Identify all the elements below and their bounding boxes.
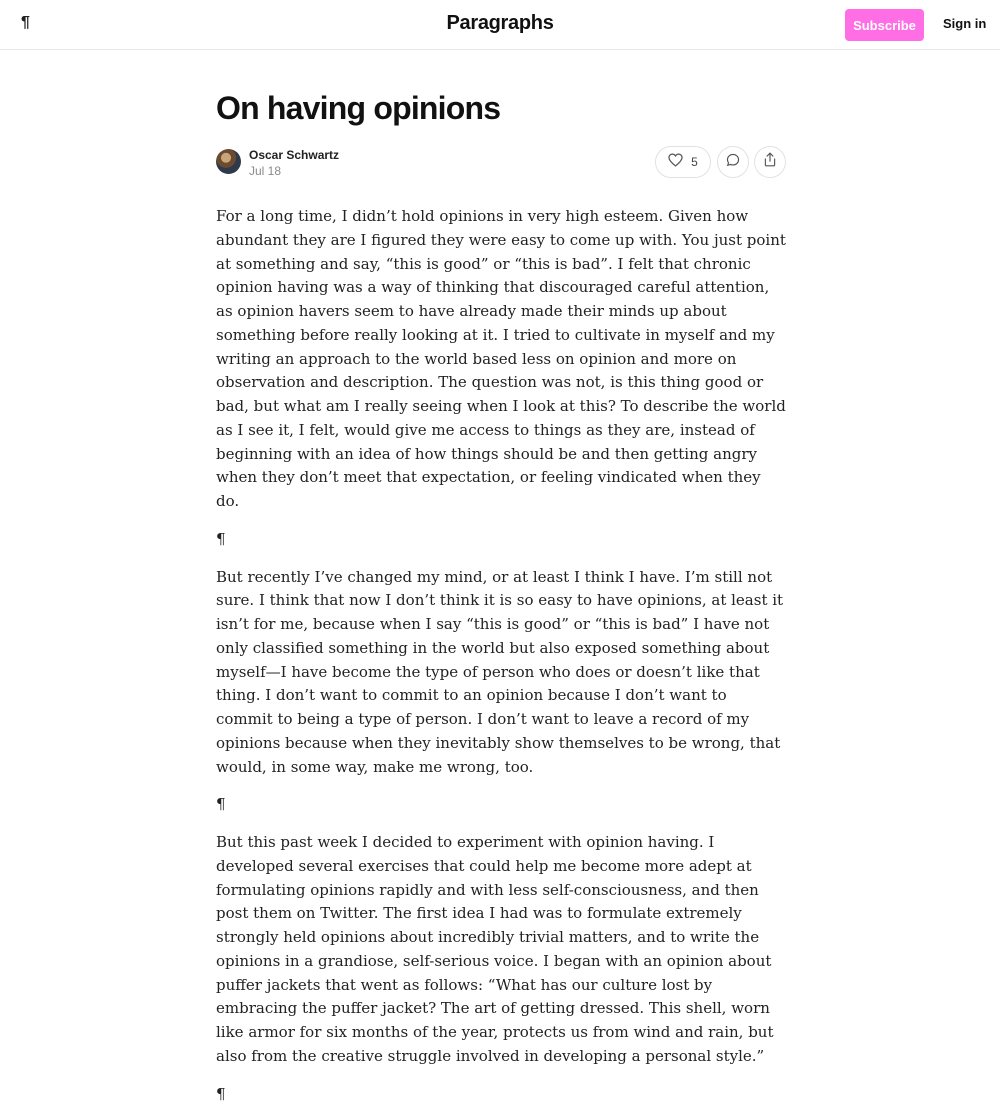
comment-icon — [726, 153, 740, 172]
share-button[interactable] — [754, 146, 786, 178]
body-paragraph: But recently I’ve changed my mind, or at least I think I have. I’m still not sure. I think that now I don’t think it is so easy to have opinions, at least it isn’t for me, because when I say “this is good” or “this is bad” I have not only classified something in the world but also exposed something about myself—I have become the type of person who does or doesn’t like that thing. I don’t want to commit to an opinion because I don’t want to commit to being a type of person. I don’t want to leave a record of my opinions because when they inevitably show themselves to be wrong, that would, in some way, make me wrong, too. — [216, 567, 784, 776]
paragraph-mark: ¶ — [216, 529, 226, 548]
site-title[interactable]: Paragraphs — [446, 12, 554, 34]
author-name[interactable]: Oscar Schwartz — [249, 148, 340, 162]
post-date: Jul 18 — [249, 164, 282, 178]
subscribe-button[interactable]: Subscribe — [845, 9, 924, 41]
post-title: On having opinions — [216, 90, 501, 126]
body-paragraph: For a long time, I didn’t hold opinions in very high esteem. Given how abundant they are I figured they were easy to come up with. You just point at something and say, “this is good” or “this is bad”. I felt that chronic opinion having was a way of thinking that discouraged careful attention, as opinion havers seem to have already made their minds up about something before really looking at it. I tried to cultivate in myself and my writing an approach to the world based less on opinion and more on observation and description. The question was not, is this thing good or bad, but what am I really seeing when I look at this? To describe the world as I see it, I felt, would give me access to things as they are, instead of beginning with an idea of how things should be and then getting angry when they don’t meet that expectation, or feeling vindicated when they do. — [216, 207, 786, 510]
post-body — [216, 205, 786, 1106]
body-paragraph: But this past week I decided to experiment with opinion having. I developed several exercises that could help me become more adept at formulating opinions rapidly and with less self-consciousness, and then post them on Twitter. The first idea I had was to formulate extremely strongly held opinions about incredibly trivial matters, and to write the opinions in a grandiose, self-serious voice. I began with an opinion about puffer jackets that went as follows: “What has our culture lost by embracing the puffer jacket? The art of getting dressed. This shell, worn like armor for six months of the year, protects us from wind and rain, but also from the creative struggle involved in developing a personal style.” — [216, 833, 774, 1065]
sign-in-link[interactable]: Sign in — [943, 16, 987, 31]
article — [216, 88, 786, 1120]
logo-pilcrow[interactable]: ¶ — [21, 14, 30, 31]
share-icon — [763, 152, 777, 172]
byline — [216, 148, 786, 182]
author-avatar[interactable] — [216, 149, 241, 174]
like-count: 5 — [691, 155, 698, 169]
paragraph-mark: ¶ — [216, 1084, 226, 1103]
top-navigation-bar — [0, 0, 1000, 50]
paragraph-mark: ¶ — [216, 795, 226, 814]
like-button[interactable] — [655, 146, 711, 178]
comment-button[interactable] — [717, 146, 749, 178]
heart-icon — [668, 153, 683, 172]
